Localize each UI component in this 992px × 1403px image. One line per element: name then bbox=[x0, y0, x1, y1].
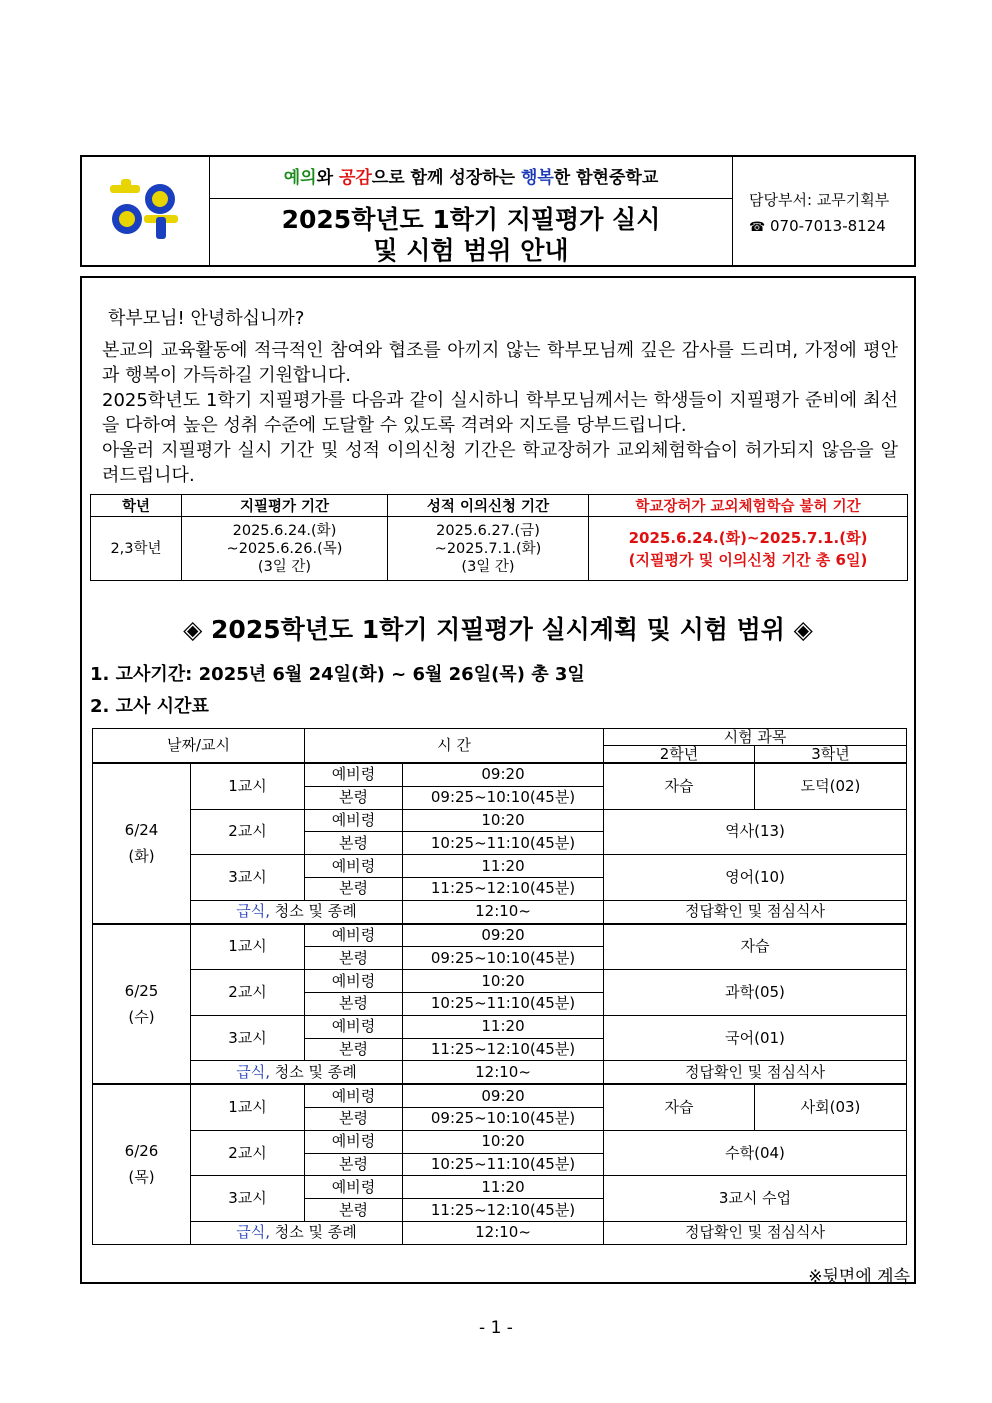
title-line-1: 2025학년도 1학기 지필평가 실시 bbox=[281, 205, 661, 234]
prep-time: 09:20 bbox=[403, 763, 604, 786]
subject-g2: 자습 bbox=[604, 763, 755, 809]
period-3: 3교시 bbox=[191, 1015, 305, 1061]
prep-bell: 예비령 bbox=[305, 970, 403, 993]
subject-common: 자습 bbox=[604, 924, 907, 970]
prep-time: 10:20 bbox=[403, 1130, 604, 1153]
prep-bell: 예비령 bbox=[305, 1176, 403, 1199]
header-grade-2: 2학년 bbox=[604, 746, 755, 764]
department-cell bbox=[733, 157, 914, 265]
subject-common: 국어(01) bbox=[604, 1015, 907, 1061]
main-time: 11:25~12:10(45분) bbox=[403, 877, 604, 900]
day-cell bbox=[93, 924, 191, 1085]
day-cell bbox=[93, 763, 191, 924]
date: 6/24 bbox=[124, 821, 159, 840]
prep-bell: 예비령 bbox=[305, 809, 403, 832]
prep-time: 10:20 bbox=[403, 809, 604, 832]
lunch-word: 급식, bbox=[236, 1223, 270, 1242]
lunch-activity: 정답확인 및 점심식사 bbox=[604, 1221, 907, 1244]
main-bell: 본령 bbox=[305, 1153, 403, 1176]
prep-time: 11:20 bbox=[403, 855, 604, 878]
weekday: (화) bbox=[128, 847, 155, 866]
page-number: - 1 - bbox=[479, 1318, 513, 1338]
period-1: 1교시 bbox=[191, 924, 305, 970]
lunch-label bbox=[191, 1221, 403, 1244]
grade-cell: 2,3학년 bbox=[91, 517, 182, 581]
greeting: 학부모님! 안녕하십니까? bbox=[108, 308, 305, 329]
appeal-period-cell bbox=[388, 517, 589, 581]
main-bell: 본령 bbox=[305, 1038, 403, 1061]
header-grade-3: 3학년 bbox=[755, 746, 907, 764]
exam-period-cell bbox=[182, 517, 388, 581]
header-no-field-trip-period: 학교장허가 교외체험학습 불허 기간 bbox=[589, 495, 908, 517]
date: 6/26 bbox=[124, 1142, 159, 1161]
lunch-word: 급식, bbox=[236, 1062, 270, 1081]
lunch-time: 12:10~ bbox=[403, 1221, 604, 1244]
motto-courtesy: 예의 bbox=[283, 168, 317, 188]
prep-time: 09:20 bbox=[403, 924, 604, 947]
school-logo-icon bbox=[108, 179, 184, 241]
title-cell bbox=[210, 157, 733, 265]
prep-bell: 예비령 bbox=[305, 1130, 403, 1153]
header-subject: 시험 과목 bbox=[604, 729, 907, 746]
prep-bell: 예비령 bbox=[305, 1015, 403, 1038]
header-time: 시 간 bbox=[305, 729, 604, 764]
prep-time: 11:20 bbox=[403, 1015, 604, 1038]
title-line-2: 및 시험 범위 안내 bbox=[373, 236, 569, 265]
prep-bell: 예비령 bbox=[305, 763, 403, 786]
header-box bbox=[80, 155, 916, 267]
motto-text: 한 함현중학교 bbox=[553, 168, 659, 188]
weekday: (수) bbox=[128, 1007, 155, 1026]
header-grade: 학년 bbox=[91, 495, 182, 517]
phone-number: 070-7013-8124 bbox=[769, 217, 886, 235]
main-time: 11:25~12:10(45분) bbox=[403, 1199, 604, 1222]
main-time: 09:25~10:10(45분) bbox=[403, 786, 604, 809]
motto-empathy: 공감 bbox=[338, 168, 372, 188]
period-1: 1교시 bbox=[191, 1084, 305, 1130]
ban-period: 2025.6.24.(화)~2025.7.1.(화) bbox=[628, 528, 868, 547]
main-bell: 본령 bbox=[305, 877, 403, 900]
period-2: 2교시 bbox=[191, 1130, 305, 1176]
subject-g3: 사회(03) bbox=[755, 1084, 907, 1130]
document-title bbox=[210, 201, 732, 265]
lunch-rest: 청소 및 종례 bbox=[270, 902, 357, 921]
motto-text: 으로 함께 성장하는 bbox=[371, 168, 521, 188]
exam-duration: (3일 간) bbox=[257, 558, 312, 575]
main-bell: 본령 bbox=[305, 786, 403, 809]
exam-start: 2025.6.24.(화) bbox=[232, 522, 337, 539]
subject-g3: 도덕(02) bbox=[755, 763, 907, 809]
period-3: 3교시 bbox=[191, 855, 305, 901]
prep-time: 09:20 bbox=[403, 1084, 604, 1107]
motto-text: 와 bbox=[316, 168, 339, 188]
date: 6/25 bbox=[124, 981, 159, 1000]
main-time: 09:25~10:10(45분) bbox=[403, 947, 604, 970]
period-2: 2교시 bbox=[191, 970, 305, 1016]
prep-bell: 예비령 bbox=[305, 924, 403, 947]
motto-happiness: 행복 bbox=[520, 168, 554, 188]
no-field-trip-cell bbox=[589, 517, 908, 581]
main-time: 10:25~11:10(45분) bbox=[403, 832, 604, 855]
letter-paragraph-3: 아울러 지필평가 실시 기간 및 성적 이의신청 기간은 학교장허가 교외체험학습이 허가되지 않음을 알려드립니다. bbox=[102, 440, 898, 486]
main-bell: 본령 bbox=[305, 832, 403, 855]
lunch-rest: 청소 및 종례 bbox=[270, 1223, 357, 1242]
exam-end: ~2025.6.26.(목) bbox=[226, 540, 343, 557]
weekday: (목) bbox=[128, 1168, 155, 1187]
header-appeal-period: 성적 이의신청 기간 bbox=[388, 495, 589, 517]
lunch-time: 12:10~ bbox=[403, 900, 604, 923]
prep-time: 10:20 bbox=[403, 970, 604, 993]
continued-note: ※뒷면에 계속 bbox=[808, 1267, 910, 1287]
main-time: 10:25~11:10(45분) bbox=[403, 1153, 604, 1176]
main-bell: 본령 bbox=[305, 992, 403, 1015]
school-motto bbox=[210, 157, 732, 199]
exam-period-item: 1. 고사기간: 2025년 6월 24일(화) ~ 6월 26일(목) 총 3일 bbox=[90, 664, 585, 685]
main-bell: 본령 bbox=[305, 1107, 403, 1130]
prep-bell: 예비령 bbox=[305, 1084, 403, 1107]
exam-timetable bbox=[92, 728, 907, 1245]
lunch-label bbox=[191, 900, 403, 923]
lunch-activity: 정답확인 및 점심식사 bbox=[604, 900, 907, 923]
content-box bbox=[80, 276, 916, 1284]
ban-note: (지필평가 및 이의신청 기간 총 6일) bbox=[628, 550, 868, 569]
lunch-word: 급식, bbox=[236, 902, 270, 921]
lunch-rest: 청소 및 종례 bbox=[270, 1062, 357, 1081]
period-2: 2교시 bbox=[191, 809, 305, 855]
logo-cell bbox=[82, 157, 210, 265]
main-time: 10:25~11:10(45분) bbox=[403, 992, 604, 1015]
lunch-time: 12:10~ bbox=[403, 1061, 604, 1084]
prep-bell: 예비령 bbox=[305, 855, 403, 878]
main-bell: 본령 bbox=[305, 947, 403, 970]
subject-common: 수학(04) bbox=[604, 1130, 907, 1176]
appeal-duration: (3일 간) bbox=[461, 558, 515, 575]
lunch-label bbox=[191, 1061, 403, 1084]
prep-time: 11:20 bbox=[403, 1176, 604, 1199]
main-time: 11:25~12:10(45분) bbox=[403, 1038, 604, 1061]
subject-common: 과학(05) bbox=[604, 970, 907, 1016]
telephone-icon: ☎ bbox=[749, 220, 766, 235]
header-exam-period: 지필평가 기간 bbox=[182, 495, 388, 517]
period-1: 1교시 bbox=[191, 763, 305, 809]
letter-paragraph-2: 2025학년도 1학기 지필평가를 다음과 같이 실시하니 학부모님께서는 학생들이 지필평가 준비에 최선을 다하여 높은 성취 수준에 도달할 수 있도록 격려와 지도를 당부드립니다. bbox=[102, 390, 898, 436]
subject-common: 역사(13) bbox=[604, 809, 907, 855]
department-name: 담당부서: 교무기획부 bbox=[749, 191, 890, 209]
header-date-period: 날짜/교시 bbox=[93, 729, 305, 764]
day-cell bbox=[93, 1084, 191, 1244]
subject-common: 3교시 수업 bbox=[604, 1176, 907, 1222]
main-time: 09:25~10:10(45분) bbox=[403, 1107, 604, 1130]
letter-paragraph-1: 본교의 교육활동에 적극적인 참여와 협조를 아끼지 않는 학부모님께 깊은 감사를 드리며, 가정에 평안과 행복이 가득하길 기원합니다. bbox=[102, 340, 898, 386]
timetable-item: 2. 고사 시간표 bbox=[90, 696, 209, 717]
main-bell: 본령 bbox=[305, 1199, 403, 1222]
appeal-start: 2025.6.27.(금) bbox=[436, 522, 540, 539]
lunch-activity: 정답확인 및 점심식사 bbox=[604, 1061, 907, 1084]
exam-period-table bbox=[90, 494, 908, 581]
period-3: 3교시 bbox=[191, 1176, 305, 1222]
subject-common: 영어(10) bbox=[604, 855, 907, 901]
subject-g2: 자습 bbox=[604, 1084, 755, 1130]
plan-title: ◈ 2025학년도 1학기 지필평가 실시계획 및 시험 범위 ◈ bbox=[183, 615, 813, 644]
appeal-end: ~2025.7.1.(화) bbox=[434, 540, 542, 557]
